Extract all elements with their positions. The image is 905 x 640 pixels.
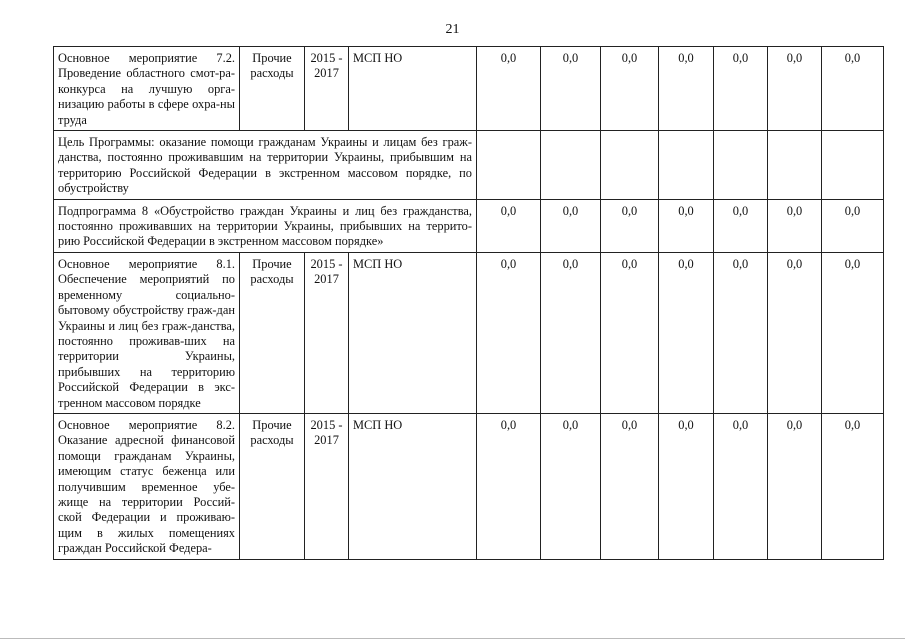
measure-description: Основное мероприятие 7.2. Проведение областного смот-ра-конкурса на лучшую орга-низацию работы в сфере охра-ны труда	[54, 47, 240, 131]
executor: МСП НО	[349, 252, 477, 413]
value-cell: 0,0	[601, 252, 659, 413]
empty-cell	[714, 131, 768, 200]
subprogram-title: Подпрограмма 8 «Обустройство граждан Украины и лиц без гражданства, постоянно проживавших на территории Украины, прибывших на террито-рию Российской Федерации в экстренном массовом порядке»	[54, 199, 477, 252]
value-cell: 0,0	[714, 252, 768, 413]
empty-cell	[541, 131, 601, 200]
period: 2015 - 2017	[305, 47, 349, 131]
executor: МСП НО	[349, 413, 477, 559]
value-cell: 0,0	[768, 199, 822, 252]
value-cell: 0,0	[768, 47, 822, 131]
table-row-program-goal	[54, 131, 884, 200]
table-row-subprogram-8	[54, 199, 884, 252]
empty-cell	[659, 131, 714, 200]
value-cell: 0,0	[601, 47, 659, 131]
empty-cell	[601, 131, 659, 200]
value-cell: 0,0	[477, 199, 541, 252]
table-row-measure-8-2	[54, 413, 884, 559]
value-cell: 0,0	[768, 252, 822, 413]
value-cell: 0,0	[659, 47, 714, 131]
value-cell: 0,0	[477, 47, 541, 131]
measure-description: Основное мероприятие 8.2. Оказание адресной финансовой помощи гражданам Украины, имеющим статус беженца или получившим временное убе-жище на территории Россий-ской Федерации и проживаю-щим в жилых помещениях граждан Российской Федера-	[54, 413, 240, 559]
value-cell: 0,0	[601, 199, 659, 252]
expense-type: Прочие расходы	[240, 47, 305, 131]
value-cell: 0,0	[659, 413, 714, 559]
value-cell: 0,0	[541, 47, 601, 131]
scan-edge-line	[0, 638, 905, 639]
value-cell: 0,0	[714, 413, 768, 559]
value-cell: 0,0	[541, 413, 601, 559]
measure-description: Основное мероприятие 8.1. Обеспечение мероприятий по временному социально-бытовому обустройству граж-дан Украины и лиц без граж-данства, постоянно проживав-ших на территории Украины, прибывших на территорию Российской Федерации в экс-тренном массовом порядке	[54, 252, 240, 413]
executor: МСП НО	[349, 47, 477, 131]
value-cell: 0,0	[477, 413, 541, 559]
budget-table	[53, 46, 884, 560]
expense-type: Прочие расходы	[240, 413, 305, 559]
empty-cell	[822, 131, 884, 200]
empty-cell	[477, 131, 541, 200]
value-cell: 0,0	[822, 252, 884, 413]
program-goal: Цель Программы: оказание помощи гражданам Украины и лицам без граж-данства, постоянно проживавшим на территории Украины, прибывшим на территорию Российской Федерации в экстренном массовом порядке, по обустройству	[54, 131, 477, 200]
value-cell: 0,0	[714, 47, 768, 131]
value-cell: 0,0	[659, 199, 714, 252]
value-cell: 0,0	[714, 199, 768, 252]
value-cell: 0,0	[601, 413, 659, 559]
page-number: 21	[445, 22, 460, 37]
value-cell: 0,0	[541, 252, 601, 413]
value-cell: 0,0	[541, 199, 601, 252]
value-cell: 0,0	[768, 413, 822, 559]
table-row-measure-8-1	[54, 252, 884, 413]
value-cell: 0,0	[822, 47, 884, 131]
expense-type: Прочие расходы	[240, 252, 305, 413]
value-cell: 0,0	[477, 252, 541, 413]
table-row-measure-7-2	[54, 47, 884, 131]
period: 2015 - 2017	[305, 252, 349, 413]
value-cell: 0,0	[822, 199, 884, 252]
value-cell: 0,0	[659, 252, 714, 413]
period: 2015 - 2017	[305, 413, 349, 559]
value-cell: 0,0	[822, 413, 884, 559]
empty-cell	[768, 131, 822, 200]
